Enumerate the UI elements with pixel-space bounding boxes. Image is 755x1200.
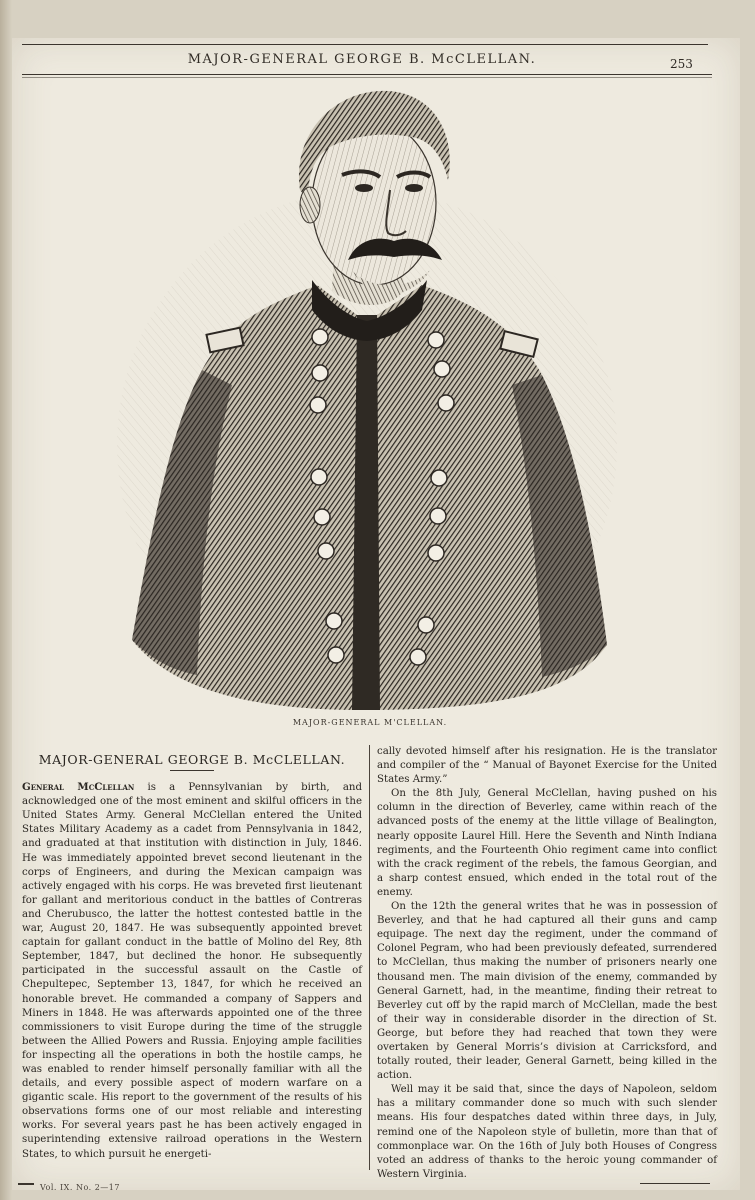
column-divider bbox=[369, 745, 370, 1170]
footer-rule-left bbox=[18, 1183, 34, 1185]
article-paragraph-text: is a Pennsylvanian by birth, and acknowledged one of the most eminent and skilful officers in the United States Army. General McClellan entered the United States Military Academy as a cadet from Pennsylvania in 1842, and graduated at that institution with distinction in July, 1846. He was immediately appointed brevet second lieutenant in the corps of Engineers, and during the Mexican campaign was actively engaged with his corps. He was breveted first lieutenant for gallant and meritorious conduct in the battles of Contreras and Cherubusco, the latter the hottest contested battle in the war, August 20, 1847. He was subsequently appointed brevet captain for gallant conduct in the battle of Molino del Rey, 8th September, 1847, but declined the honor. He subsequently participated in the successful assault on the Castle of Chepultepec, September 13, 1847, for which he received an honorable brevet. He commanded a company of Sappers and Miners in 1848. He was afterwards appointed one of the three commissioners to visit Europe during the time of the struggle between the Allied Powers and Russia. Enjoying ample facilities for inspecting all the operations in both the hostile camps, he was enabled to render himself personally familiar with all the details, and every possible aspect of modern warfare on a gigantic scale. His report to the government of the results of his observations forms one of our most reliable and interesting works. For several years past he has been actively engaged in superintending extensive railroad operations in the Western States, to which pursuit he energeti- bbox=[22, 782, 363, 1160]
article-paragraph: On the 12th the general writes that he was in possession of Beverley, and that he had captured all their guns and camp equipage. The next day the regiment, under the command of Colonel Pegram, who had been previously defeated, surrendered to McClellan, thus making the number of prisoners nearly one thousand men. The main division of the enemy, commanded by General Garnett, had, in the meantime, finding their retreat to Beverley cut off by the rapid march of McClellan, made the best of their way in considerable disorder in the direction of St. George, but before they had reached that town they were overtaken by General Morris’s division at Carricksford, and totally routed, their leader, General Garnett, being killed in the action. bbox=[377, 901, 717, 1082]
footer-signature: Vol. IX. No. 2—17 bbox=[40, 1183, 120, 1192]
article-paragraph bbox=[22, 780, 362, 1162]
article-paragraph: On the 8th July, General McClellan, having pushed on his column in the direction of Beverley, came within reach of the advanced posts of the enemy at the little village of Bealington, nearly opposite Laurel Hill. Here the Seventh and Ninth Indiana regiments, and the Fourteenth Ohio regiment came into conflict with the crack regiment of the rebels, the famous Georgian, and a sharp contest ensued, which ended in the total rout of the enemy. bbox=[377, 788, 717, 898]
article-right-column bbox=[377, 745, 717, 1182]
book-spine-shadow bbox=[0, 0, 12, 1200]
running-title: MAJOR-GENERAL GEORGE B. McCLELLAN. bbox=[187, 52, 537, 67]
article-title: MAJOR-GENERAL GEORGE B. McCLELLAN. bbox=[38, 752, 346, 767]
article-paragraph: cally devoted himself after his resignation. He is the translator and compiler of the “ Manual of Bayonet Exercise for the United States Army.” bbox=[377, 746, 717, 786]
article-paragraph: Well may it be said that, since the days of Napoleon, seldom has a military commander done so much with such slender means. His four despatches dated within three days, in July, remind one of the Napoleon style of bulletin, more than that of commonplace war. On the 16th of July both Houses of Congress voted an address of thanks to the heroic young commander of Western Virginia. bbox=[377, 1084, 717, 1180]
article-left-column bbox=[22, 745, 362, 1162]
article-lead: General McClellan bbox=[22, 781, 135, 794]
title-rule bbox=[170, 770, 214, 771]
article bbox=[22, 745, 717, 1185]
illustration-caption: MAJOR-GENERAL M'CLELLAN. bbox=[292, 718, 448, 727]
footer-rule-right bbox=[640, 1183, 710, 1184]
header-rule-bottom-thin bbox=[22, 77, 712, 78]
header-rule-bottom bbox=[22, 74, 712, 75]
portrait-engraving bbox=[112, 85, 617, 710]
header-rule-top bbox=[22, 44, 708, 45]
page-number: 253 bbox=[670, 57, 693, 71]
